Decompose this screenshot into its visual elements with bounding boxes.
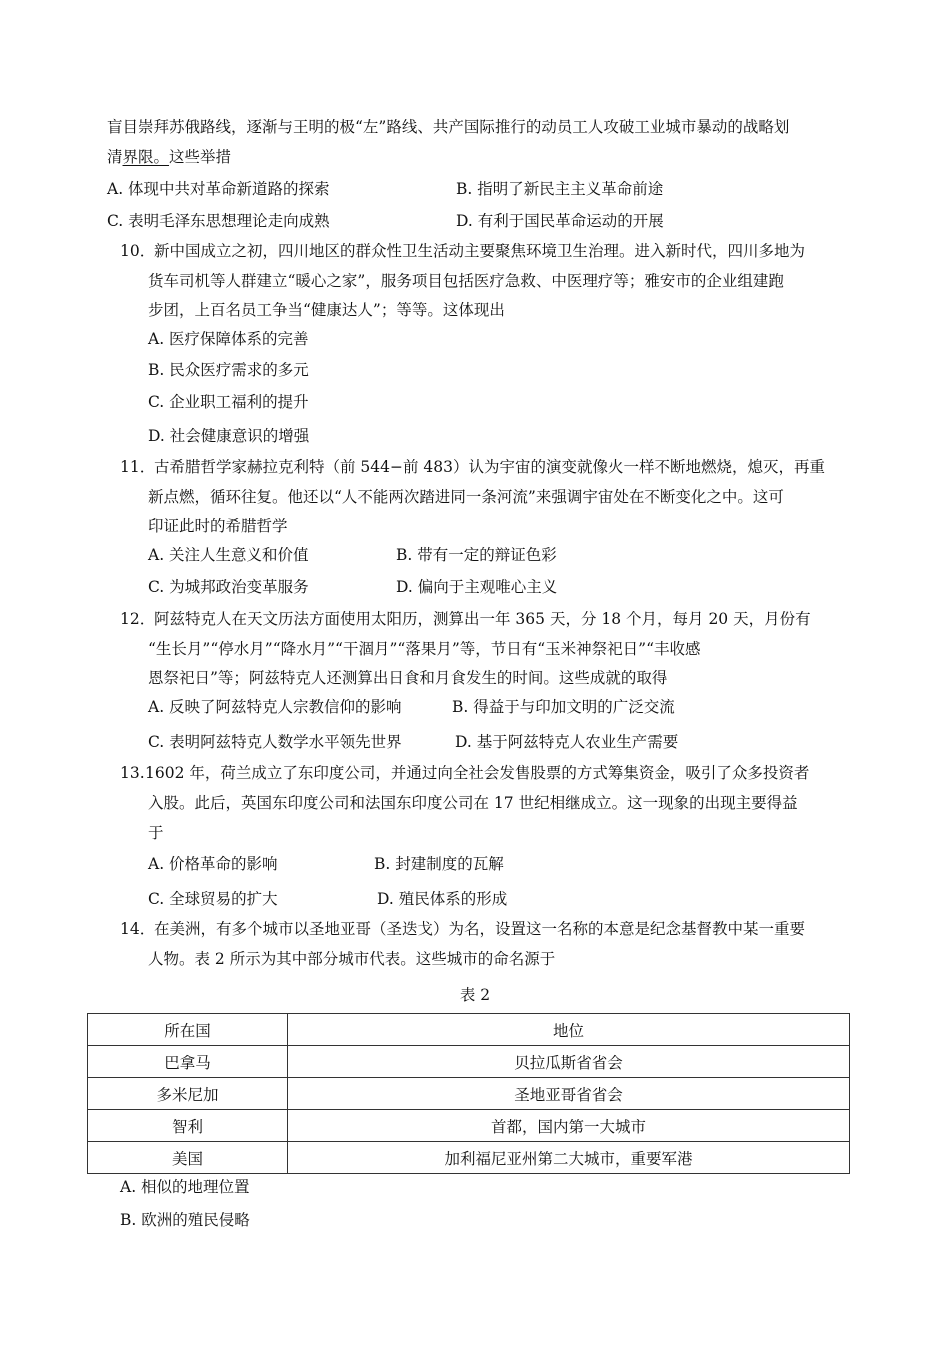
- q12-text-line-1: 阿兹特克人在天文历法方面使用太阳历，测算出一年 365 天，分 18 个月，每月 20 天，月份有: [154, 610, 811, 628]
- q13-option-b: B. 封建制度的瓦解: [374, 855, 504, 873]
- q14-option-b: B. 欧洲的殖民侵略: [120, 1211, 250, 1229]
- table-row: [88, 1046, 850, 1078]
- table-cell-country: 智利: [88, 1110, 288, 1142]
- table-row: [88, 1142, 850, 1174]
- q10-option-a: A. 医疗保障体系的完善: [148, 330, 309, 348]
- q10-text-line-3: 步团，上百名员工争当“健康达人”；等等。这体现出: [148, 301, 505, 319]
- q10-text-line-1: 新中国成立之初，四川地区的群众性卫生活动主要聚焦环境卫生治理。进入新时代，四川多地为: [154, 242, 806, 260]
- q13-option-c: C. 全球贸易的扩大: [148, 890, 278, 908]
- q11-text-line-3: 印证此时的希腊哲学: [148, 517, 288, 535]
- q13-text-line-2: 入股。此后，英国东印度公司和法国东印度公司在 17 世纪相继成立。这一现象的出现主要得益: [148, 794, 798, 812]
- table-cell-country: 巴拿马: [88, 1046, 288, 1078]
- q9-option-c: C. 表明毛泽东思想理论走向成熟: [107, 212, 330, 230]
- q11-option-d: D. 偏向于主观唯心主义: [396, 578, 558, 596]
- q12-text-line-2: “生长月”“停水月”“降水月”“干涸月”“落果月”等，节日有“玉米神祭祀日”“丰收感: [148, 640, 701, 658]
- q13-option-d: D. 殖民体系的形成: [377, 890, 508, 908]
- q13-text-line-3: 于: [148, 824, 164, 842]
- q12-option-b: B. 得益于与印加文明的广泛交流: [452, 698, 675, 716]
- q12-option-a: A. 反映了阿兹特克人宗教信仰的影响: [148, 698, 402, 716]
- q14-number: 14．: [120, 920, 156, 938]
- q12-number: 12．: [120, 610, 156, 628]
- q12-text-line-3: 恩祭祀日”等；阿兹特克人还测算出日食和月食发生的时间。这些成就的取得: [148, 669, 668, 687]
- q11-option-c: C. 为城邦政治变革服务: [148, 578, 309, 596]
- city-table: [87, 1013, 850, 1174]
- q9-text-line-2: [107, 146, 231, 168]
- q12-option-c: C. 表明阿兹特克人数学水平领先世界: [148, 733, 402, 751]
- q10-number: 10．: [120, 242, 156, 260]
- table-header-country: 所在国: [88, 1014, 288, 1046]
- q14-text-line-2: 人物。表 2 所示为其中部分城市代表。这些城市的命名源于: [148, 950, 556, 968]
- table-header-status: 地位: [288, 1014, 850, 1046]
- table-cell-country: 多米尼加: [88, 1078, 288, 1110]
- q13-number: 13.: [120, 764, 145, 782]
- q9-text-line-2a: 清: [107, 148, 123, 166]
- q10-option-b: B. 民众医疗需求的多元: [148, 361, 309, 379]
- table-cell-status: 贝拉瓜斯省省会: [288, 1046, 850, 1078]
- table-row: [88, 1110, 850, 1142]
- q11-number: 11．: [120, 458, 156, 476]
- table-cell-status: 首都，国内第一大城市: [288, 1110, 850, 1142]
- q11-text-line-2: 新点燃，循环往复。他还以“人不能两次踏进同一条河流”来强调宇宙处在不断变化之中。这可: [148, 488, 784, 506]
- q9-text-line-2b: 界限。: [122, 148, 170, 166]
- q11-text-line-1: 古希腊哲学家赫拉克利特（前 544−前 483）认为宇宙的演变就像火一样不断地燃烧，熄灭，再重: [154, 458, 826, 476]
- q9-text-line-1: 盲目崇拜苏俄路线，逐渐与王明的极“左”路线、共产国际推行的动员工人攻破工业城市暴动的战略划: [107, 118, 790, 136]
- table-cell-status: 圣地亚哥省省会: [288, 1078, 850, 1110]
- q10-text-line-2: 货车司机等人群建立“暖心之家”，服务项目包括医疗急救、中医理疗等；雅安市的企业组建跑: [148, 272, 784, 290]
- q13-text-line-1: 1602 年，荷兰成立了东印度公司，并通过向全社会发售股票的方式筹集资金，吸引了众多投资者: [145, 764, 810, 782]
- table-header-row: [88, 1014, 850, 1046]
- table-cell-country: 美国: [88, 1142, 288, 1174]
- q13-option-a: A. 价格革命的影响: [148, 855, 278, 873]
- q9-option-d: D. 有利于国民革命运动的开展: [456, 212, 664, 230]
- q11-option-b: B. 带有一定的辩证色彩: [396, 546, 557, 564]
- q10-option-d: D. 社会健康意识的增强: [148, 427, 310, 445]
- table-cell-status: 加利福尼亚州第二大城市，重要军港: [288, 1142, 850, 1174]
- q9-option-b: B. 指明了新民主主义革命前途: [456, 180, 664, 198]
- q11-option-a: A. 关注人生意义和价值: [148, 546, 309, 564]
- q12-option-d: D. 基于阿兹特克人农业生产需要: [455, 733, 679, 751]
- q10-option-c: C. 企业职工福利的提升: [148, 393, 309, 411]
- q9-text-line-2c: 这些举措: [169, 148, 232, 166]
- table-caption: 表 2: [459, 986, 491, 1004]
- table-row: [88, 1078, 850, 1110]
- q14-text-line-1: 在美洲，有多个城市以圣地亚哥（圣迭戈）为名，设置这一名称的本意是纪念基督教中某一重要: [154, 920, 806, 938]
- q14-option-a: A. 相似的地理位置: [120, 1178, 250, 1196]
- q9-option-a: A. 体现中共对革命新道路的探索: [107, 180, 330, 198]
